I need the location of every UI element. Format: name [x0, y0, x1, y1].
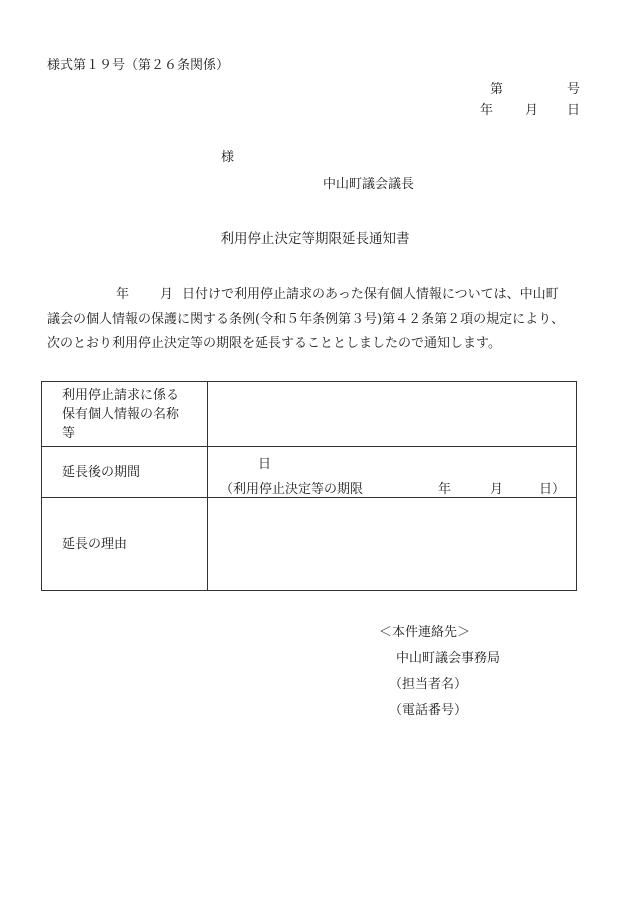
addressee-honorific: 様 — [221, 150, 235, 165]
original-deadline-year: 年 — [438, 482, 452, 497]
original-deadline-month: 月 — [490, 482, 504, 497]
document-number-prefix: 第 — [490, 82, 504, 97]
body-line-1 — [47, 283, 583, 308]
extended-period-day: 日 — [258, 457, 272, 472]
table-row-extension-reason — [42, 498, 577, 591]
form-number: 様式第１９号（第２６条関係） — [47, 58, 230, 73]
body-month: 月 — [160, 287, 174, 302]
sender-title: 中山町議会議長 — [323, 177, 415, 192]
body-text — [47, 283, 583, 357]
body-line-3: 次のとおり利用停止決定等の期限を延長することとしましたので通知します。 — [47, 336, 501, 351]
contact-info — [379, 620, 500, 724]
body-line-2: 議会の個人情報の保護に関する条例(令和５年条例第３号)第４２条第２項の規定により、 — [47, 311, 565, 327]
document-number-suffix: 号 — [566, 82, 580, 97]
information-name-value[interactable] — [208, 382, 577, 447]
issue-date-month: 月 — [525, 103, 539, 118]
contact-person: （担当者名） — [389, 677, 468, 692]
contact-phone: （電話番号） — [389, 703, 468, 718]
issue-date-year: 年 — [480, 103, 494, 118]
table-row-information-name — [42, 382, 577, 447]
original-deadline-label: （利用停止決定等の期限 — [220, 482, 364, 497]
original-deadline-day: 日） — [539, 482, 566, 497]
extension-reason-value[interactable] — [208, 498, 577, 591]
extension-info-table — [41, 381, 577, 591]
extended-period-label: 延長後の期間 — [42, 447, 208, 498]
contact-office: 中山町議会事務局 — [396, 651, 501, 666]
document-title: 利用停止決定等期限延長通知書 — [220, 231, 410, 247]
body-year: 年 — [116, 287, 130, 302]
information-name-label: 利用停止請求に係る保有個人情報の名称等 — [42, 382, 208, 447]
body-line-1-text: 日付けで利用停止請求のあった保有個人情報については、中山町 — [182, 287, 559, 302]
extension-reason-label: 延長の理由 — [42, 498, 208, 591]
table-row-extended-period — [42, 447, 577, 498]
extended-period-value[interactable] — [208, 447, 577, 498]
issue-date-day: 日 — [566, 103, 580, 118]
contact-heading: ＜本件連絡先＞ — [379, 625, 471, 640]
